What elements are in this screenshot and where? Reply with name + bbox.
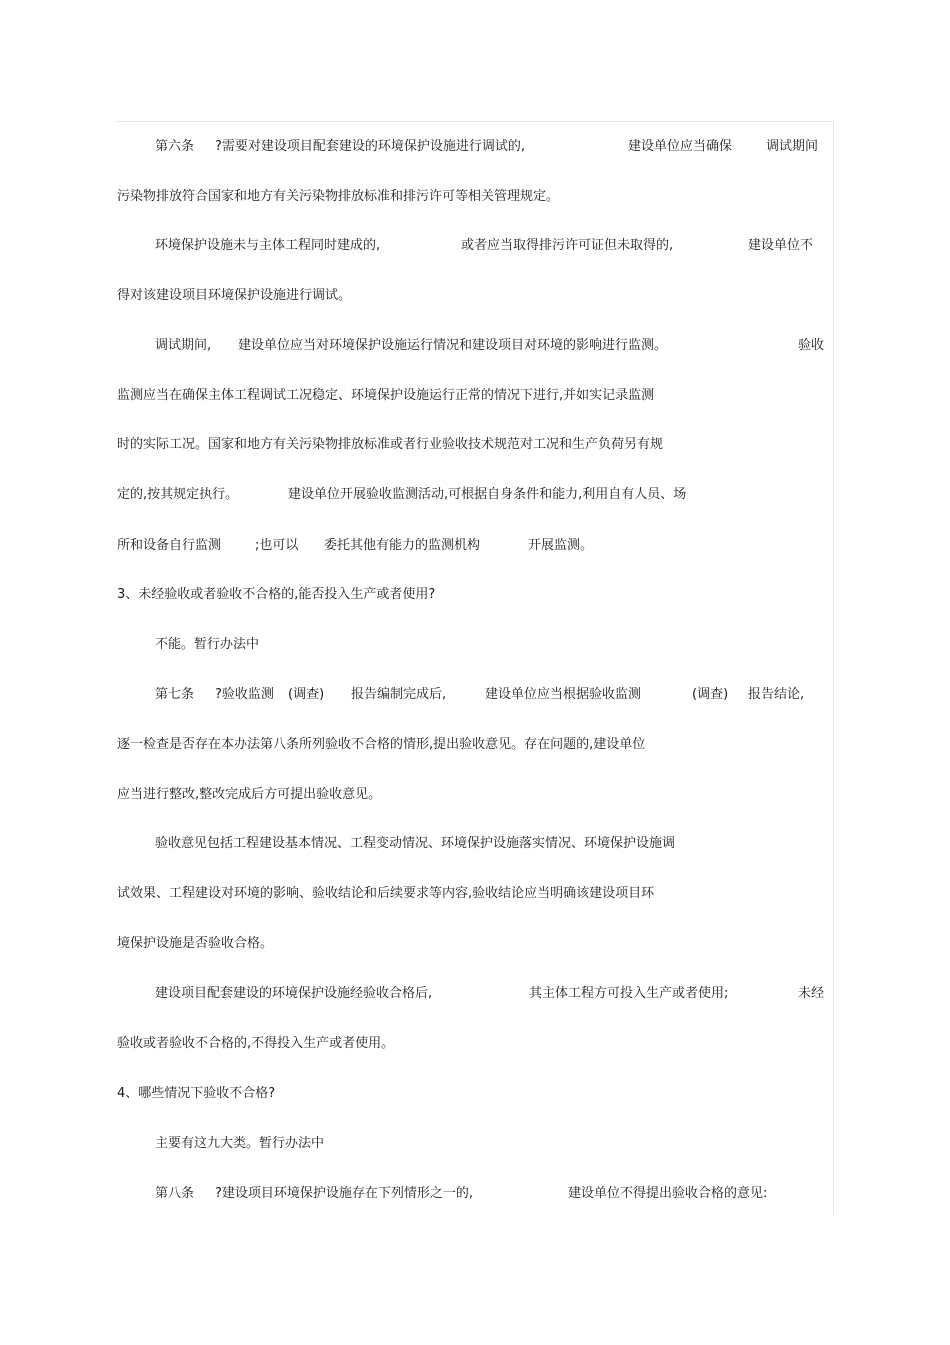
text-segment: 第八条 [155, 1186, 195, 1201]
text-line [0, 1133, 950, 1155]
text-segment: 4、哪些情况下验收不合格? [117, 1086, 276, 1101]
text-segment: 验收意见包括工程建设基本情况、工程变动情况、环境保护设施落实情况、环境保护设施调 [155, 836, 676, 851]
text-segment: 验收 [798, 338, 825, 353]
text-segment: 报告结论, [748, 687, 805, 702]
text-segment: 调试期间, [155, 338, 212, 353]
text-segment: ?验收监测 [215, 687, 274, 702]
text-segment: 第六条 [155, 139, 195, 154]
section-heading [0, 584, 950, 606]
text-segment: 建设单位应当对环境保护设施运行情况和建设项目对环境的影响进行监测。 [238, 338, 668, 353]
page-frame-top-border [116, 121, 834, 122]
text-segment: 验收或者验收不合格的,不得投入生产或者使用。 [117, 1036, 395, 1051]
text-segment: ?需要对建设项目配套建设的环境保护设施进行调试的, [215, 139, 526, 154]
text-line [0, 833, 950, 855]
text-line [0, 385, 950, 407]
text-segment: 主要有这九大类。暂行办法中 [155, 1136, 325, 1151]
text-segment: 污染物排放符合国家和地方有关污染物排放标准和排污许可等相关管理规定。 [117, 189, 560, 204]
text-line [0, 335, 950, 357]
text-line [0, 933, 950, 955]
text-segment: 所和设备自行监测 [117, 538, 222, 553]
text-line [0, 186, 950, 208]
text-segment: 建设单位应当确保 [628, 139, 733, 154]
text-line [0, 734, 950, 756]
text-segment: 建设单位不得提出验收合格的意见: [568, 1186, 768, 1201]
text-segment: 3、未经验收或者验收不合格的,能否投入生产或者使用? [117, 587, 436, 602]
text-line [0, 136, 950, 158]
text-segment: 不能。暂行办法中 [155, 637, 260, 652]
text-segment: (调查) [288, 687, 325, 702]
text-segment: 应当进行整改,整改完成后方可提出验收意见。 [117, 787, 382, 802]
text-line [0, 684, 950, 706]
text-segment: 环境保护设施未与主体工程同时建成的, [155, 238, 381, 253]
text-segment: 时的实际工况。国家和地方有关污染物排放标准或者行业验收技术规范对工况和生产负荷另有规 [117, 437, 664, 452]
text-segment: 第七条 [155, 687, 195, 702]
text-segment: ?建设项目环境保护设施存在下列情形之一的, [215, 1186, 474, 1201]
text-segment: 报告编制完成后, [351, 687, 447, 702]
text-segment: 调试期间 [766, 139, 819, 154]
text-line [0, 1033, 950, 1055]
text-segment: 得对该建设项目环境保护设施进行调试。 [117, 288, 352, 303]
text-line [0, 634, 950, 656]
text-line [0, 235, 950, 257]
text-segment: 其主体工程方可投入生产或者使用; [529, 986, 729, 1001]
text-segment: 建设单位应当根据验收监测 [485, 687, 642, 702]
text-segment: 建设单位开展验收监测活动,可根据自身条件和能力,利用自有人员、场 [288, 487, 687, 502]
text-line [0, 535, 950, 557]
text-line [0, 285, 950, 307]
text-segment: 开展监测。 [528, 538, 594, 553]
section-heading [0, 1083, 950, 1105]
text-line [0, 484, 950, 506]
text-segment: 建设单位不 [748, 238, 814, 253]
text-line [0, 784, 950, 806]
text-segment: (调查) [692, 687, 729, 702]
text-segment: 定的,按其规定执行。 [117, 487, 239, 502]
text-segment: 境保护设施是否验收合格。 [117, 936, 274, 951]
text-segment: 或者应当取得排污许可证但未取得的, [461, 238, 674, 253]
text-segment: 未经 [798, 986, 825, 1001]
text-segment: ;也可以 [255, 538, 299, 553]
text-segment: 建设项目配套建设的环境保护设施经验收合格后, [155, 986, 433, 1001]
text-segment: 逐一检查是否存在本办法第八条所列验收不合格的情形,提出验收意见。存在问题的,建设单位 [117, 737, 646, 752]
text-segment: 试效果、工程建设对环境的影响、验收结论和后续要求等内容,验收结论应当明确该建设项目环 [117, 886, 655, 901]
text-line [0, 434, 950, 456]
text-line [0, 883, 950, 905]
text-segment: 委托其他有能力的监测机构 [324, 538, 481, 553]
text-line [0, 1183, 950, 1205]
text-segment: 监测应当在确保主体工程调试工况稳定、环境保护设施运行正常的情况下进行,并如实记录监测 [117, 388, 655, 403]
text-line [0, 983, 950, 1005]
